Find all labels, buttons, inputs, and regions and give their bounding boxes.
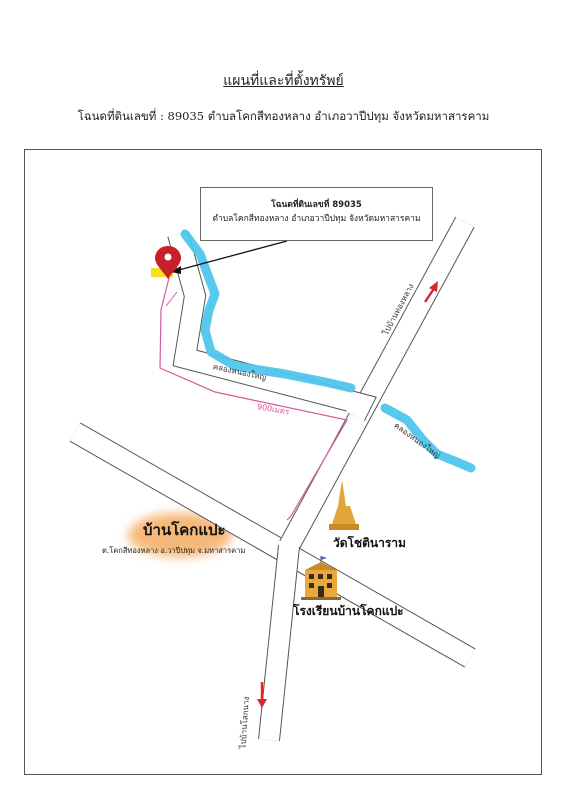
canal-2 (385, 408, 471, 468)
road-label-south: ไปบ้านโสกนาง (238, 696, 252, 749)
callout-deed-number: โฉนดที่ดินเลขที่ 89035 (271, 200, 362, 210)
village-address: ต.โคกสีทองหลาง อ.วาปีปทุม จ.มหาสารคาม (102, 546, 246, 555)
canal-label-1: คลองหนองใหญ่ (212, 362, 268, 383)
map-frame (24, 149, 542, 775)
temple-label: วัดโชตินาราม (333, 536, 406, 550)
village-name: บ้านโคกแปะ (143, 521, 226, 539)
page-title: แผนที่และที่ตั้งทรัพย์ (223, 73, 344, 89)
school-label: โรงเรียนบ้านโคกแปะ (293, 604, 404, 618)
canal-label-2: คลองหนองใหญ่ (392, 420, 442, 461)
callout-location: ตำบลโคกสีทองหลาง อำเภอวาปีปทุม จังหวัดมหาสารคาม (212, 214, 421, 224)
page-subtitle: โฉนดที่ดินเลขที่ : 89035 ตำบลโคกสีทองหลาง อำเภอวาปีปทุม จังหวัดมหาสารคาม (77, 109, 490, 123)
road-to-sok-nang (269, 546, 289, 740)
road-label-north: ไปบ้านทองหลาง (381, 282, 416, 337)
callout-box (200, 187, 433, 241)
temple-icon (329, 480, 359, 530)
distance-label: 900เมตร (256, 402, 291, 417)
map-canvas (25, 150, 541, 774)
